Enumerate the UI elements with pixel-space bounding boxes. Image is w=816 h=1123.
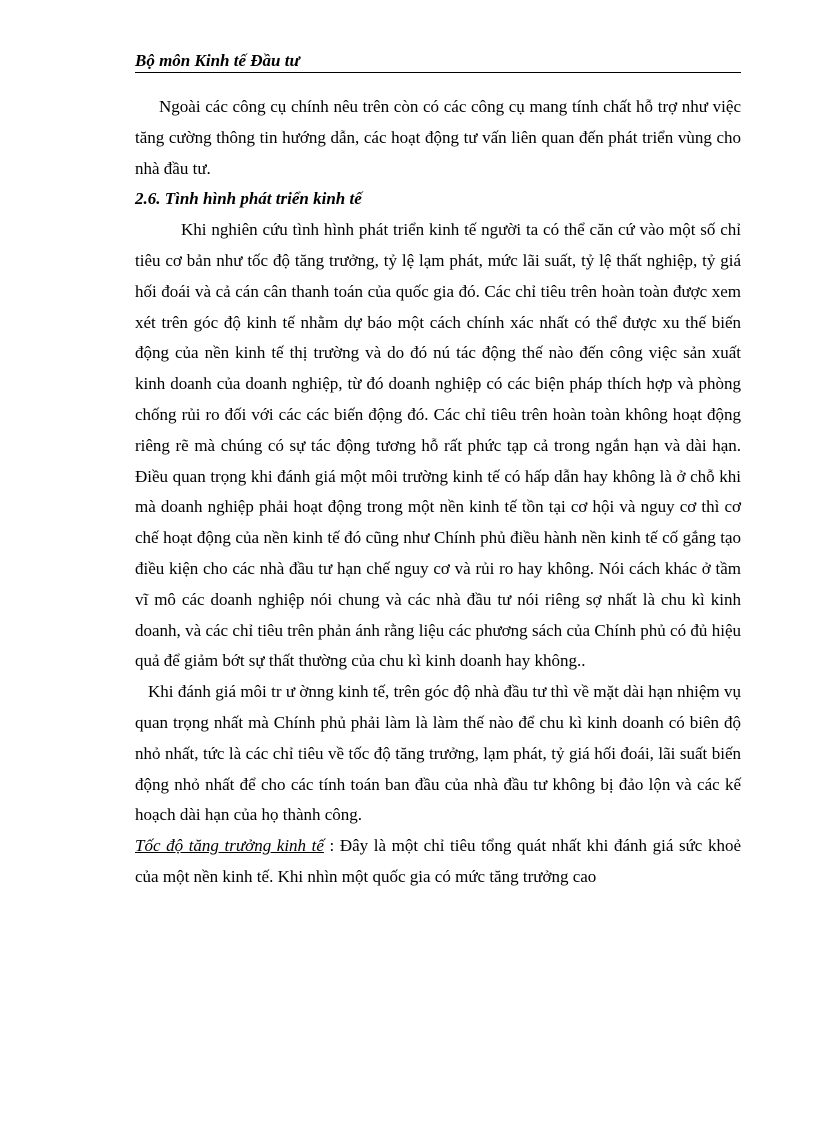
paragraph-intro: Ngoài các công cụ chính nêu trên còn có các công cụ mang tính chất hỗ trợ như việc tăng cường thông tin hướng dẫn, các hoạt động tư vấn liên quan đến phát triển vùng cho nhà đầu tư. — [135, 97, 741, 178]
page-header — [135, 50, 741, 73]
header-title: Bộ môn Kinh tế Đầu tư — [135, 51, 300, 70]
section-heading: 2.6. Tình hình phát triển kinh tế — [135, 189, 362, 209]
paragraph-economic-indicators: Khi nghiên cứu tình hình phát triển kinh tế người ta có thể căn cứ vào một số chỉ tiêu cơ bản như tốc độ tăng trưởng, tỷ lệ lạm phát, mức lãi suất, tỷ lệ thất nghiệp, tỷ giá hối đoái và cả cán cân thanh toán của quốc gia đó. Các chỉ tiêu trên hoàn toàn được xem xét trên góc độ kinh tế nhằm dự báo một cách chính xác nhất có thể được xu thế biến động của nền kinh tế thị trường và do đó nú tác động thế nào đến công việc sản xuất kinh doanh của doanh nghiệp, từ đó doanh nghiệp có các biện pháp thích hợp và phòng chống rủi ro đối với các các biến động đó. Các chỉ tiêu trên hoàn toàn không hoạt động riêng rẽ mà chúng có sự tác động tương hỗ rất phức tạp cả trong ngắn hạn và dài hạn. Điều quan trọng khi đánh giá một môi trường kinh tế có hấp dẫn hay không là ở chỗ khi mà doanh nghiệp phải hoạt động trong một nền kinh tế tồn tại cơ hội và nguy cơ thì cơ chế hoạt động của nền kinh tế đó cũng như Chính phủ điều hành nền kinh tế cố gắng tạo điều kiện cho các nhà đầu tư hạn chế nguy cơ và rủi ro hay không. Nói cách khác ở tầm vĩ mô các doanh nghiệp nói chung và các nhà đầu tư nói riêng sợ nhất là chu kì kinh doanh, và các chỉ tiêu trên phản ánh rằng liệu các phương sách của Chính phủ có đủ hiệu quả để giảm bớt sự thất thường của chu kì kinh doanh hay không.. — [135, 220, 741, 671]
paragraph-growth-rate — [135, 831, 741, 893]
growth-rate-term: Tốc độ tăng trưởng kinh tế — [135, 836, 324, 856]
paragraph-government-role: Khi đánh giá môi tr ư ờnng kinh tế, trên góc độ nhà đầu tư thì về mặt dài hạn nhiệm vụ quan trọng nhất mà Chính phủ phải làm là làm thế nào để chu kì kinh doanh có biên độ nhỏ nhất, tức là các chỉ tiêu về tốc độ tăng trưởng, lạm phát, tỷ giá hối đoái, lãi suất biến động nhỏ nhất để cho các tính toán ban đầu của nhà đầu tư không bị đảo lộn và các kế hoạch dài hạn của họ thành công. — [135, 682, 741, 825]
growth-rate-text: : Đây là một chỉ tiêu tổng quát nhất khi đánh giá sức khoẻ của một nền kinh tế. Khi nhìn một quốc gia có mức tăng trưởng cao — [135, 836, 741, 886]
document-body — [135, 92, 741, 893]
